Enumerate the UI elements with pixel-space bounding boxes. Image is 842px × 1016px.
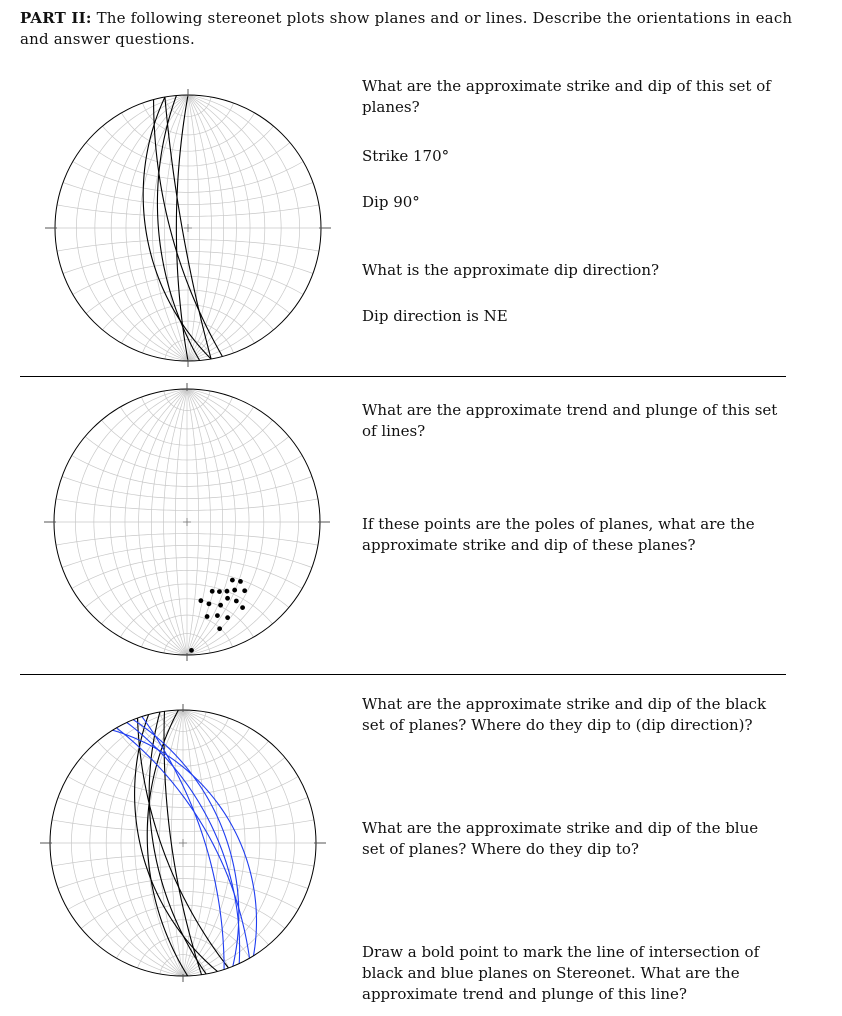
data-point xyxy=(217,626,222,631)
intro-text: The following stereonet plots show planes and or lines. Describe the orientations in each and answer questions. xyxy=(20,9,793,48)
stereonet-1 xyxy=(38,88,338,368)
data-point xyxy=(215,613,220,618)
data-point xyxy=(225,596,230,601)
part-label: PART II: xyxy=(20,9,92,27)
section-divider xyxy=(20,376,786,377)
data-point xyxy=(240,605,245,610)
section2-question-2: If these points are the poles of planes, what are the approximate strike and dip of these planes? xyxy=(362,515,755,554)
data-point xyxy=(225,615,230,620)
data-point xyxy=(210,589,215,594)
section3-question-3: Draw a bold point to mark the line of intersection of black and blue planes on Stereonet. What are the approximate trend and plunge of this line? xyxy=(362,943,760,1003)
section3-question-2: What are the approximate strike and dip of the blue set of planes? Where do they dip to? xyxy=(362,819,759,858)
data-point xyxy=(238,579,243,584)
section2-question-1: What are the approximate trend and plunge of this set of lines? xyxy=(362,401,778,440)
section1-answer-dip: Dip 90° xyxy=(362,193,420,211)
data-point xyxy=(225,589,230,594)
data-point xyxy=(207,601,212,606)
stereonet-2 xyxy=(37,382,337,662)
data-point xyxy=(205,614,210,619)
section-divider xyxy=(20,674,786,675)
data-point xyxy=(217,589,222,594)
data-point xyxy=(198,598,203,603)
stereonet-3 xyxy=(33,703,333,983)
section1-question-2: What is the approximate dip direction? xyxy=(362,261,660,279)
data-point xyxy=(218,603,223,608)
data-point xyxy=(232,588,237,593)
data-point xyxy=(234,599,239,604)
data-point xyxy=(242,588,247,593)
section3-question-1: What are the approximate strike and dip of the black set of planes? Where do they dip to (dip direction)? xyxy=(362,695,767,734)
intro-paragraph xyxy=(20,8,810,50)
section1-question-1: What are the approximate strike and dip of this set of planes? xyxy=(362,77,771,116)
section1-answer-strike: Strike 170° xyxy=(362,147,450,165)
data-point xyxy=(189,648,194,653)
section1-answer-dip-direction: Dip direction is NE xyxy=(362,307,508,325)
data-point xyxy=(230,578,235,583)
